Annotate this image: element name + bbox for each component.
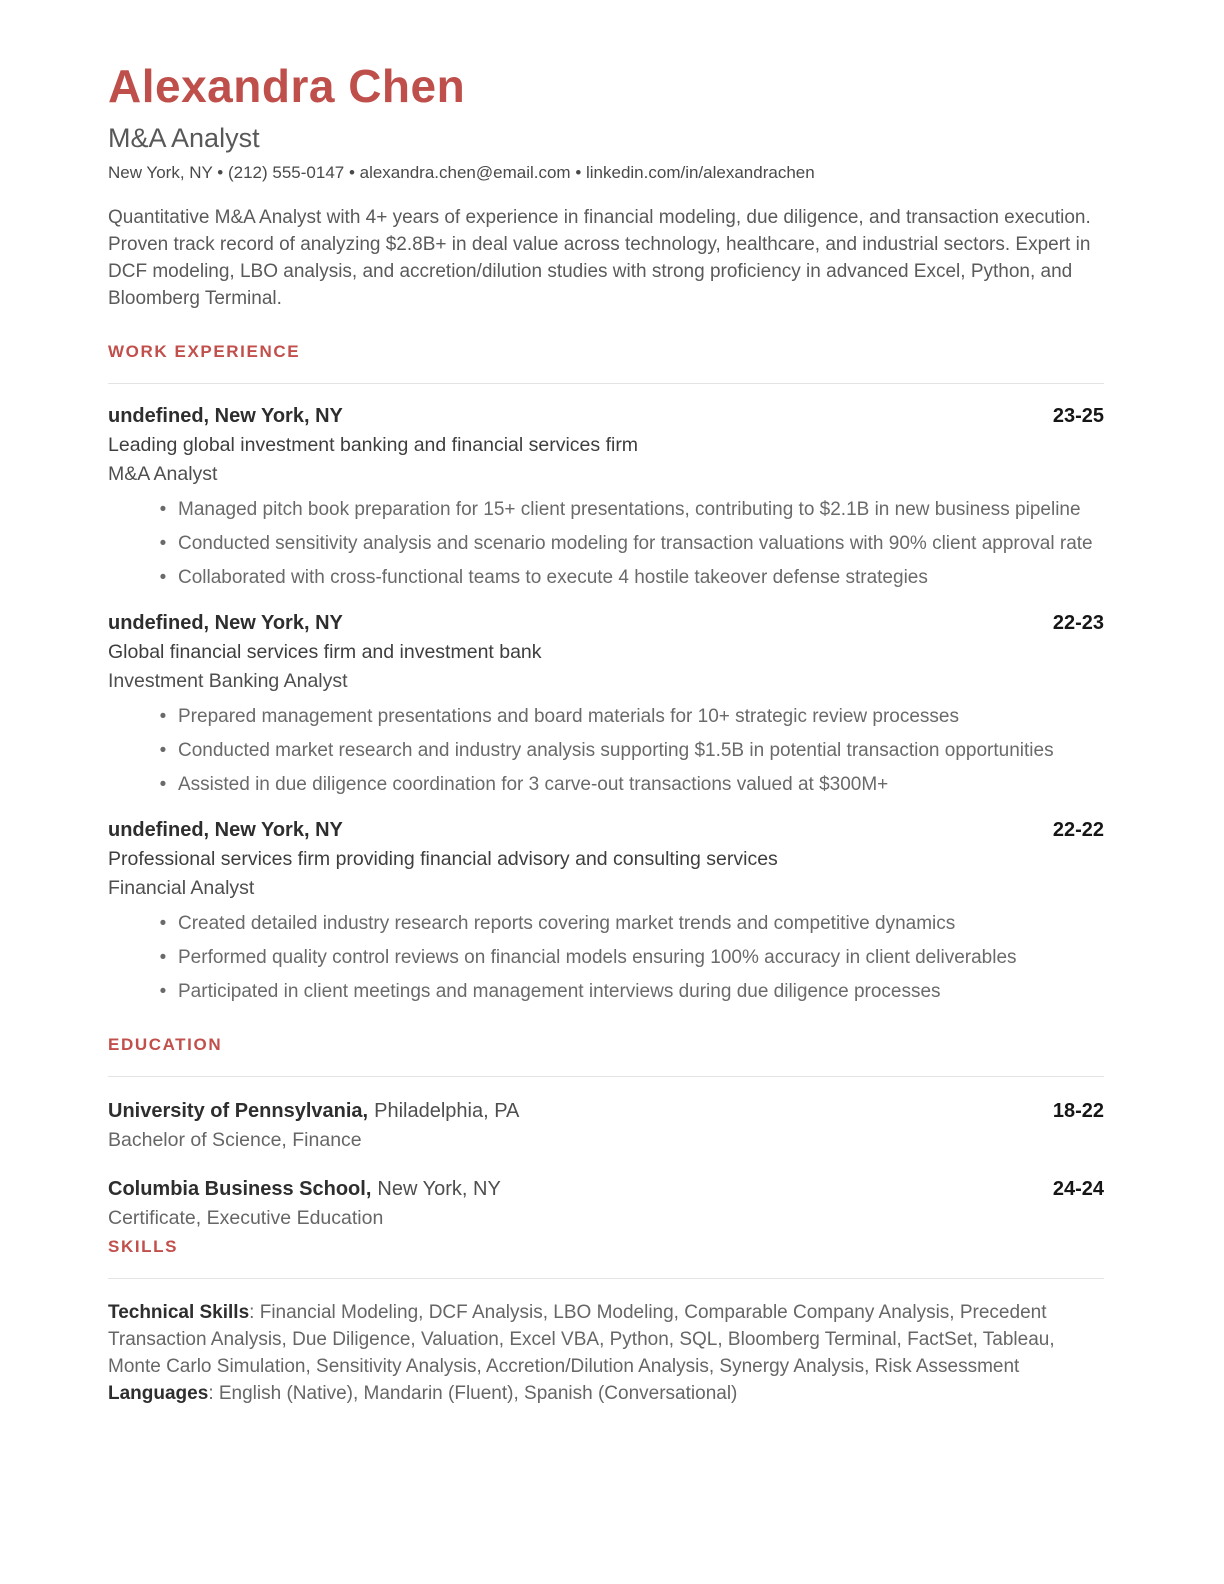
skills-technical-line [108, 1299, 1104, 1380]
bullet-item [108, 771, 1104, 798]
school-dates: 18-22 [1052, 1100, 1104, 1123]
skills-languages-line [108, 1380, 1104, 1407]
resume-header [108, 60, 1104, 312]
bullet-dot: • [159, 533, 167, 555]
bullet-dot: • [159, 774, 167, 796]
divider [108, 1278, 1104, 1279]
school-location: New York, NY [377, 1178, 501, 1201]
job-role: Financial Analyst [108, 877, 255, 900]
bullet-text: Collaborated with cross-functional teams to execute 4 hostile takeover defense strategies [178, 567, 928, 589]
school-degree: Bachelor of Science, Finance [108, 1129, 362, 1152]
skills-technical-text: : Financial Modeling, DCF Analysis, LBO Modeling, Comparable Company Analysis, Precedent Transaction Analysis, Due Diligence, Valuation, Excel VBA, Python, SQL, Bloomberg Terminal, FactSet, Tableau, Monte Carlo Simulation, Sensitivity Analysis, Accretion/Dilution Analysis, Synergy Analysis, Risk Assessment [108, 1302, 1055, 1378]
job-blurb: Leading global investment banking and financial services firm [108, 434, 639, 457]
school-header-row [108, 1175, 1104, 1204]
job-dates: 23-25 [1052, 405, 1104, 428]
skills-technical-label: Technical Skills [108, 1302, 250, 1324]
bullet-text: Created detailed industry research reports covering market trends and competitive dynamics [178, 913, 956, 935]
job-company: undefined, New York, NY [108, 819, 343, 842]
job-company: undefined, New York, NY [108, 405, 343, 428]
school-entry [108, 1175, 1104, 1233]
bullet-list [108, 496, 1104, 591]
job-role: M&A Analyst [108, 463, 218, 486]
bullet-item [108, 530, 1104, 557]
skills-text-block [108, 1299, 1104, 1407]
skills-languages-label: Languages [108, 1383, 209, 1405]
candidate-title: M&A Analyst [108, 122, 260, 153]
school-dates: 24-24 [1052, 1178, 1104, 1201]
school-entry [108, 1097, 1104, 1155]
bullet-list [108, 910, 1104, 1005]
school-name: Columbia Business School, [108, 1178, 372, 1201]
bullet-item [108, 944, 1104, 971]
job-blurb: Global financial services firm and investment bank [108, 641, 542, 664]
bullet-text: Performed quality control reviews on financial models ensuring 100% accuracy in client deliverables [178, 947, 1017, 969]
job-company: undefined, New York, NY [108, 612, 343, 635]
divider [108, 383, 1104, 384]
job-dates: 22-23 [1052, 612, 1104, 635]
school-name-line [108, 1175, 501, 1204]
bullet-item [108, 496, 1104, 523]
school-location: Philadelphia, PA [374, 1100, 520, 1123]
job-dates: 22-22 [1052, 819, 1104, 842]
job-entry [108, 609, 1104, 798]
section-heading-skills: SKILLS [108, 1237, 179, 1257]
bullet-item [108, 564, 1104, 591]
contact-line: New York, NY • (212) 555-0147 • alexandra.chen@email.com • linkedin.com/in/alexandrachen [108, 163, 815, 183]
section-education [108, 1035, 1104, 1233]
school-degree: Certificate, Executive Education [108, 1207, 384, 1230]
bullet-dot: • [159, 567, 167, 589]
bullet-item [108, 703, 1104, 730]
school-name: University of Pennsylvania, [108, 1100, 369, 1123]
job-header-row [108, 816, 1104, 845]
bullet-text: Conducted market research and industry analysis supporting $1.5B in potential transaction opportunities [178, 740, 1054, 762]
bullet-dot: • [159, 499, 167, 521]
section-skills [108, 1237, 1104, 1407]
bullet-dot: • [159, 706, 167, 728]
school-name-line [108, 1097, 519, 1126]
bullet-dot: • [159, 981, 167, 1003]
job-entry [108, 402, 1104, 591]
bullet-dot: • [159, 947, 167, 969]
section-heading-work: WORK EXPERIENCE [108, 342, 301, 362]
bullet-text: Conducted sensitivity analysis and scenario modeling for transaction valuations with 90% client approval rate [178, 533, 1093, 555]
job-role: Investment Banking Analyst [108, 670, 348, 693]
divider [108, 1076, 1104, 1077]
bullet-dot: • [159, 740, 167, 762]
job-blurb: Professional services firm providing financial advisory and consulting services [108, 848, 778, 871]
summary-text: Quantitative M&A Analyst with 4+ years of experience in financial modeling, due diligence, and transaction execution. Proven track record of analyzing $2.8B+ in deal value across technology, healthcare, and industrial sectors. Expert in DCF modeling, LBO analysis, and accretion/dilution studies with strong proficiency in advanced Excel, Python, and Bloomberg Terminal. [108, 207, 1091, 310]
bullet-text: Prepared management presentations and board materials for 10+ strategic review processes [178, 706, 960, 728]
section-heading-education: EDUCATION [108, 1035, 223, 1055]
job-header-row [108, 609, 1104, 638]
bullet-list [108, 703, 1104, 798]
bullet-text: Managed pitch book preparation for 15+ client presentations, contributing to $2.1B in new business pipeline [178, 499, 1081, 521]
job-header-row [108, 402, 1104, 431]
bullet-text: Assisted in due diligence coordination for 3 carve-out transactions valued at $300M+ [178, 774, 889, 796]
job-entry [108, 816, 1104, 1005]
bullet-item [108, 978, 1104, 1005]
skills-languages-text: : English (Native), Mandarin (Fluent), Spanish (Conversational) [208, 1383, 738, 1405]
bullet-text: Participated in client meetings and management interviews during due diligence processes [178, 981, 941, 1003]
school-header-row [108, 1097, 1104, 1126]
section-work [108, 342, 1104, 1005]
bullet-dot: • [159, 913, 167, 935]
bullet-item [108, 910, 1104, 937]
bullet-item [108, 737, 1104, 764]
candidate-name: Alexandra Chen [108, 60, 466, 112]
